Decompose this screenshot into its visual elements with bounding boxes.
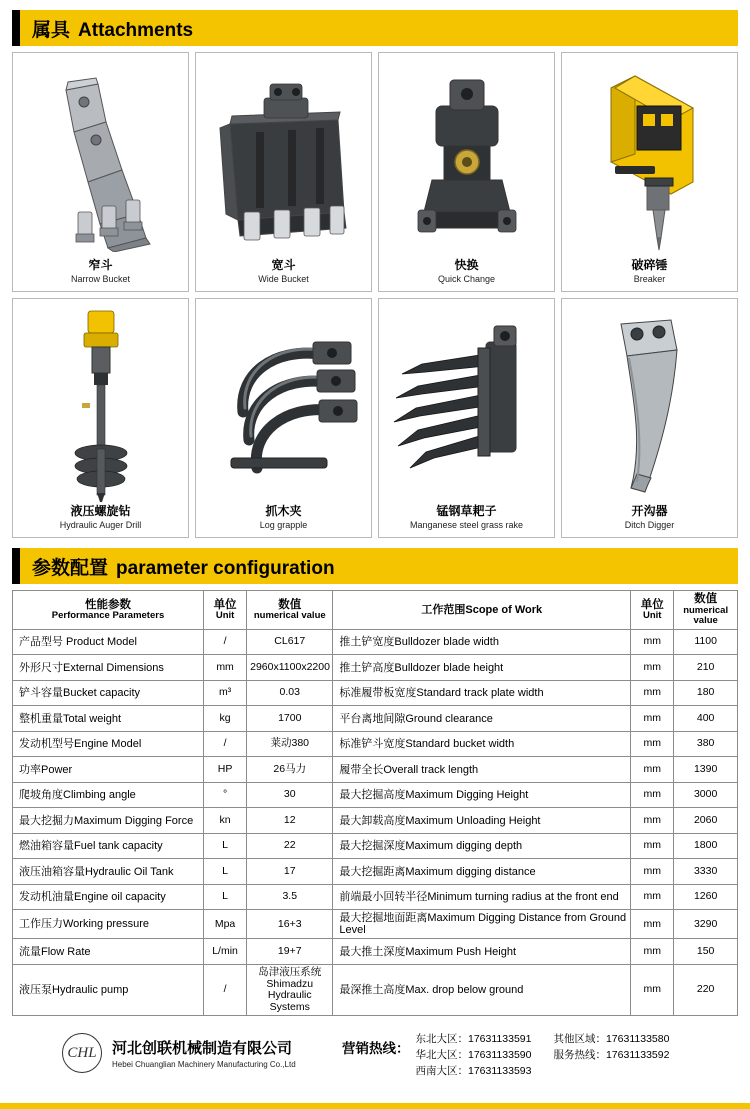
- catalog-page: [0, 10, 750, 1109]
- contact-row: [416, 1031, 532, 1047]
- cell-value-2: 210: [674, 655, 738, 681]
- parameters-title-en: parameter configuration: [116, 557, 335, 579]
- attachment-name-en: Wide Bucket: [258, 273, 309, 284]
- grass-rake-icon: [381, 303, 552, 503]
- cell-scope: 平台离地间隙Ground clearance: [333, 706, 631, 732]
- cell-unit: kg: [204, 706, 247, 732]
- narrow-bucket-icon: [15, 57, 186, 257]
- company-logo-icon: CHL: [62, 1033, 102, 1073]
- log-grapple-icon: [198, 303, 369, 503]
- wide-bucket-icon: [198, 57, 369, 257]
- cell-unit-2: mm: [631, 655, 674, 681]
- attachment-name-zh: 窄斗: [88, 258, 113, 272]
- cell-value-2: 3290: [674, 910, 738, 939]
- attachment-card-breaker: [561, 52, 738, 292]
- attachment-name-en: Ditch Digger: [624, 519, 675, 530]
- attachment-name-zh: 液压螺旋钻: [70, 504, 131, 519]
- cell-parameter: 铲斗容量Bucket capacity: [13, 680, 204, 706]
- cell-parameter: 外形尺寸External Dimensions: [13, 655, 204, 681]
- attachment-caption: [71, 257, 130, 289]
- attachment-card-quick-change: [378, 52, 555, 292]
- cell-unit: kn: [204, 808, 247, 834]
- attachment-name-zh: 锰钢草耙子: [436, 504, 497, 519]
- attachment-name-zh: 宽斗: [271, 258, 296, 272]
- cell-scope: 推土铲宽度Bulldozer blade width: [333, 629, 631, 655]
- cell-unit-2: mm: [631, 964, 674, 1015]
- cell-unit-2: mm: [631, 680, 674, 706]
- attachment-name-en: Log grapple: [259, 519, 308, 530]
- cell-unit: /: [204, 964, 247, 1015]
- cell-unit-2: mm: [631, 808, 674, 834]
- quick-change-icon: [381, 57, 552, 257]
- cell-value-2: 3000: [674, 782, 738, 808]
- cell-unit: Mpa: [204, 910, 247, 939]
- cell-value-2: 400: [674, 706, 738, 732]
- cell-parameter: 整机重量Total weight: [13, 706, 204, 732]
- attachment-caption: [260, 503, 308, 535]
- header-accent-bar: [12, 548, 20, 584]
- attachment-name-zh: 快换: [454, 258, 479, 272]
- attachments-title-en: Attachments: [78, 19, 194, 41]
- cell-parameter: 爬坡角度Climbing angle: [13, 782, 204, 808]
- table-row: [13, 964, 738, 1015]
- company-block: [12, 1033, 342, 1073]
- contact-label: 西南大区：: [415, 1065, 468, 1078]
- page-footer: [12, 1022, 738, 1084]
- attachment-name-zh: 开沟器: [631, 504, 668, 519]
- cell-value: 3.5: [247, 884, 333, 910]
- cell-parameter: 功率Power: [13, 757, 204, 783]
- cell-value-2: 1100: [674, 629, 738, 655]
- header-accent-bar: [12, 10, 20, 46]
- cell-value-2: 180: [674, 680, 738, 706]
- attachment-name-en: Quick Change: [437, 273, 496, 284]
- cell-unit-2: mm: [631, 706, 674, 732]
- table-row: [13, 859, 738, 885]
- attachment-card-ditch-digger: [561, 298, 738, 538]
- contact-row: [553, 1047, 669, 1063]
- attachment-caption: [410, 503, 523, 535]
- cell-unit: L: [204, 859, 247, 885]
- contact-number: 17631133593: [468, 1065, 532, 1078]
- cell-value-2: 150: [674, 939, 738, 965]
- cell-scope: 最大挖掘地面距离Maximum Digging Distance from Ground Level: [333, 910, 631, 939]
- parameters-table-wrap: [12, 590, 738, 1016]
- table-row: [13, 782, 738, 808]
- cell-unit-2: mm: [631, 884, 674, 910]
- cell-parameter: 液压油箱容量Hydraulic Oil Tank: [13, 859, 204, 885]
- cell-value-2: 220: [674, 964, 738, 1015]
- cell-unit-2: mm: [631, 939, 674, 965]
- cell-value-2: 3330: [674, 859, 738, 885]
- cell-scope: 最大挖掘深度Maximum digging depth: [333, 833, 631, 859]
- parameters-title: [20, 553, 335, 580]
- attachment-caption: [258, 257, 309, 289]
- company-name-en: Hebei Chuanglian Machinery Manufacturing Co.,Ltd: [112, 1060, 296, 1070]
- cell-value: 莱动380: [247, 731, 333, 757]
- cell-value: 17: [247, 859, 333, 885]
- attachment-card-narrow-bucket: [12, 52, 189, 292]
- attachment-caption: [625, 503, 675, 535]
- auger-drill-icon: [15, 303, 186, 503]
- cell-unit: °: [204, 782, 247, 808]
- cell-scope: 标准履带板宽度Standard track plate width: [333, 680, 631, 706]
- parameters-title-zh: 参数配置: [32, 557, 109, 579]
- cell-unit-2: mm: [631, 910, 674, 939]
- cell-scope: 履带全长Overall track length: [333, 757, 631, 783]
- cell-value: 2960x1100x2200: [247, 655, 333, 681]
- cell-unit: /: [204, 731, 247, 757]
- cell-unit: mm: [204, 655, 247, 681]
- cell-unit-2: mm: [631, 782, 674, 808]
- cell-value: 岛津液压系统Shimadzu Hydraulic Systems: [247, 964, 333, 1015]
- attachments-section-header: [12, 10, 738, 46]
- company-names: [112, 1037, 296, 1069]
- cell-parameter: 工作压力Working pressure: [13, 910, 204, 939]
- cell-value: 16+3: [247, 910, 333, 939]
- cell-scope: 标准铲斗宽度Standard bucket width: [333, 731, 631, 757]
- cell-parameter: 最大挖掘力Maximum Digging Force: [13, 808, 204, 834]
- cell-unit-2: mm: [631, 629, 674, 655]
- attachment-name-zh: 破碎锤: [631, 258, 668, 272]
- hotline-columns: [416, 1027, 670, 1080]
- cell-value: 26马力: [247, 757, 333, 783]
- attachment-name-en: Narrow Bucket: [70, 273, 131, 284]
- cell-unit-2: mm: [631, 757, 674, 783]
- cell-scope: 最大卸载高度Maximum Unloading Height: [333, 808, 631, 834]
- hotline-column-1: [416, 1031, 532, 1080]
- cell-value: 30: [247, 782, 333, 808]
- contact-row: [553, 1031, 669, 1047]
- attachment-name-en: Manganese steel grass rake: [409, 519, 524, 530]
- cell-parameter: 燃油箱容量Fuel tank capacity: [13, 833, 204, 859]
- cell-value: 12: [247, 808, 333, 834]
- header-value-1-en: numerical value: [253, 610, 326, 622]
- contact-row: [416, 1047, 532, 1063]
- header-value-2: [674, 591, 738, 630]
- table-row: [13, 833, 738, 859]
- attachment-name-en: Hydraulic Auger Drill: [59, 519, 142, 530]
- bottom-accent-strip: [0, 1103, 750, 1109]
- header-unit-1-zh: 单位: [213, 598, 237, 611]
- table-row: [13, 808, 738, 834]
- cell-value-2: 2060: [674, 808, 738, 834]
- cell-scope: 推土铲高度Bulldozer blade height: [333, 655, 631, 681]
- table-header-row: [13, 591, 738, 630]
- cell-value-2: 1800: [674, 833, 738, 859]
- table-row: [13, 884, 738, 910]
- attachment-caption: [631, 257, 667, 289]
- hotline-block: [342, 1027, 738, 1080]
- cell-scope: 最大推土深度Maximum Push Height: [333, 939, 631, 965]
- cell-value: 19+7: [247, 939, 333, 965]
- table-row: [13, 655, 738, 681]
- contact-number: 17631133590: [468, 1049, 532, 1062]
- header-value-2-zh: 数值: [694, 593, 718, 606]
- table-row: [13, 680, 738, 706]
- cell-parameter: 产品型号 Product Model: [13, 629, 204, 655]
- attachment-caption: [60, 503, 142, 535]
- attachment-name-en: Breaker: [633, 273, 666, 284]
- header-scope: 工作范围Scope of Work: [333, 591, 631, 630]
- parameters-table: [12, 590, 738, 1016]
- cell-scope: 前端最小回转半径Minimum turning radius at the front end: [333, 884, 631, 910]
- cell-parameter: 液压泵Hydraulic pump: [13, 964, 204, 1015]
- cell-scope: 最深推土高度Max. drop below ground: [333, 964, 631, 1015]
- cell-value: 1700: [247, 706, 333, 732]
- hotline-label: 营销热线：: [342, 1040, 410, 1056]
- cell-parameter: 发动机油量Engine oil capacity: [13, 884, 204, 910]
- header-value-1: [247, 591, 333, 630]
- table-row: [13, 939, 738, 965]
- attachment-caption: [438, 257, 495, 289]
- cell-parameter: 流量Flow Rate: [13, 939, 204, 965]
- contact-label: 东北大区：: [415, 1032, 468, 1045]
- breaker-hammer-icon: [564, 57, 735, 257]
- table-row: [13, 731, 738, 757]
- contact-label: 其他区域：: [553, 1032, 606, 1045]
- cell-unit: L/min: [204, 939, 247, 965]
- contact-number: 17631133580: [605, 1032, 670, 1045]
- cell-unit: L: [204, 884, 247, 910]
- cell-unit: m³: [204, 680, 247, 706]
- header-performance-en: Performance Parameters: [51, 610, 165, 622]
- header-value-1-zh: 数值: [278, 598, 302, 611]
- contact-number: 17631133592: [605, 1049, 670, 1062]
- cell-value-2: 380: [674, 731, 738, 757]
- header-unit-1-en: Unit: [215, 610, 235, 622]
- contact-number: 17631133591: [468, 1032, 532, 1045]
- attachments-grid-row-1: [12, 52, 738, 292]
- attachments-grid-row-2: [12, 298, 738, 538]
- header-value-2-en: numerical value: [683, 604, 729, 627]
- cell-unit-2: mm: [631, 731, 674, 757]
- header-performance: [13, 591, 204, 630]
- hotline-column-2: [553, 1031, 669, 1080]
- header-unit-2: [631, 591, 674, 630]
- attachment-card-auger-drill: [12, 298, 189, 538]
- table-row: [13, 910, 738, 939]
- cell-unit-2: mm: [631, 859, 674, 885]
- attachment-card-grass-rake: [378, 298, 555, 538]
- table-row: [13, 757, 738, 783]
- cell-parameter: 发动机型号Engine Model: [13, 731, 204, 757]
- header-unit-2-en: Unit: [643, 610, 662, 622]
- cell-value: CL617: [247, 629, 333, 655]
- header-unit-1: [204, 591, 247, 630]
- cell-value: 22: [247, 833, 333, 859]
- contact-label: 华北大区：: [415, 1049, 468, 1062]
- attachments-title: [20, 15, 193, 42]
- cell-unit: /: [204, 629, 247, 655]
- ditch-digger-icon: [564, 303, 735, 503]
- cell-value: 0.03: [247, 680, 333, 706]
- header-unit-2-zh: 单位: [640, 598, 664, 611]
- header-performance-zh: 性能参数: [85, 598, 131, 611]
- cell-scope: 最大挖掘距离Maximum digging distance: [333, 859, 631, 885]
- attachment-name-zh: 抓木夹: [265, 504, 302, 519]
- table-row: [13, 706, 738, 732]
- cell-value-2: 1260: [674, 884, 738, 910]
- cell-unit: L: [204, 833, 247, 859]
- attachments-title-zh: 属具: [32, 19, 71, 41]
- contact-label: 服务热线：: [553, 1049, 606, 1062]
- cell-unit-2: mm: [631, 833, 674, 859]
- cell-scope: 最大挖掘高度Maximum Digging Height: [333, 782, 631, 808]
- contact-row: [416, 1063, 532, 1079]
- cell-value-2: 1390: [674, 757, 738, 783]
- attachment-card-log-grapple: [195, 298, 372, 538]
- company-name-zh: 河北创联机械制造有限公司: [112, 1040, 293, 1058]
- cell-unit: HP: [204, 757, 247, 783]
- table-row: [13, 629, 738, 655]
- attachment-card-wide-bucket: [195, 52, 372, 292]
- parameters-section-header: [12, 548, 738, 584]
